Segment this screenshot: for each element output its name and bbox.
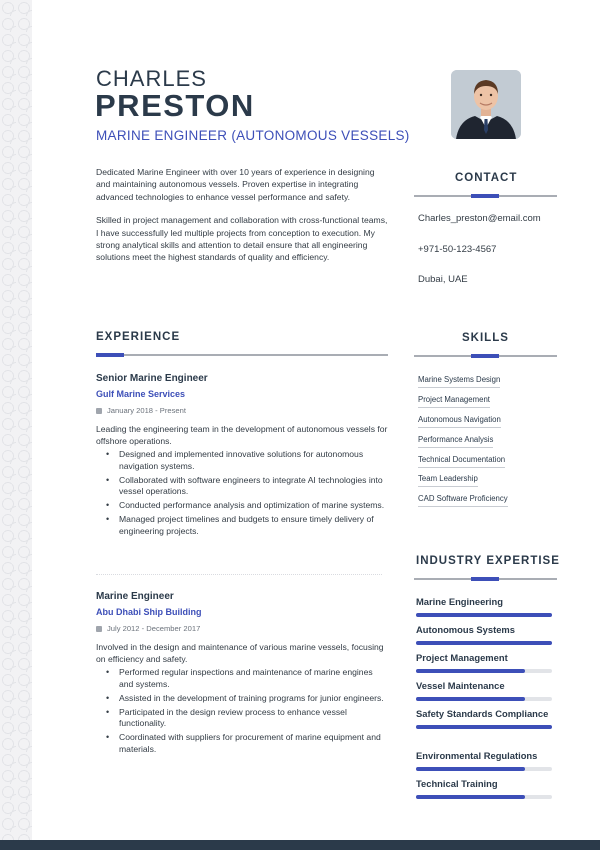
expertise-item <box>416 778 552 799</box>
expertise-label: Vessel Maintenance <box>416 680 505 691</box>
job-bullet: • Performed regular inspections and maintenance of marine engines and systems. <box>96 667 388 690</box>
skills-heading: SKILLS <box>462 332 509 344</box>
expertise-item <box>416 680 552 701</box>
job-title: MARINE ENGINEER (AUTONOMOUS VESSELS) <box>96 128 410 143</box>
experience-accent <box>96 353 124 357</box>
job-dates-text: July 2012 - December 2017 <box>107 624 201 633</box>
experience-separator <box>96 574 382 575</box>
expertise-label: Autonomous Systems <box>416 624 515 635</box>
expertise-heading: INDUSTRY EXPERTISE <box>416 555 560 567</box>
summary-paragraph: Dedicated Marine Engineer with over 10 years of experience in designing and maintaining autonomous vessels. Proven expertise in integrating advanced technologies to enhance vessel performance and safety. <box>96 167 375 202</box>
expertise-item <box>416 624 552 645</box>
contact-email[interactable]: Charles_preston@email.com <box>418 213 541 224</box>
expertise-accent <box>471 577 499 581</box>
last-name: PRESTON <box>95 88 255 123</box>
expertise-label: Marine Engineering <box>416 596 503 607</box>
expertise-bar-fill <box>416 641 552 645</box>
profile-photo <box>451 70 521 139</box>
job-bullet: • Conducted performance analysis and optimization of marine systems. <box>96 500 388 512</box>
expertise-label: Project Management <box>416 652 508 663</box>
job-bullet: • Participated in the design review process to enhance vessel functionality. <box>96 707 388 730</box>
expertise-bar-track <box>416 795 552 799</box>
job-dates <box>96 624 388 633</box>
expertise-bar-fill <box>416 795 525 799</box>
calendar-icon <box>96 408 102 414</box>
footer-bar <box>0 840 600 850</box>
experience-heading: EXPERIENCE <box>96 331 181 343</box>
expertise-bar-track <box>416 669 552 673</box>
job-bullet: • Coordinated with suppliers for procurement of marine equipment and materials. <box>96 732 388 755</box>
experience-entry <box>96 591 388 758</box>
experience-entry <box>96 373 388 540</box>
skill-item: Marine Systems Design <box>418 375 500 388</box>
skill-item: Technical Documentation <box>418 455 505 468</box>
job-bullet: • Designed and implemented innovative solutions for autonomous navigation systems. <box>96 449 388 472</box>
expertise-bar-track <box>416 613 552 617</box>
experience-divider <box>96 354 388 356</box>
skills-accent <box>471 354 499 358</box>
expertise-bar-track <box>416 725 552 729</box>
job-bullet: • Collaborated with software engineers to integrate AI technologies into vessel operations. <box>96 475 388 498</box>
skill-item: Performance Analysis <box>418 435 493 448</box>
expertise-item <box>416 596 552 617</box>
expertise-bar-fill <box>416 767 525 771</box>
job-company: Abu Dhabi Ship Building <box>96 607 202 617</box>
contact-heading: CONTACT <box>455 172 518 184</box>
expertise-bar-track <box>416 767 552 771</box>
job-bullet: • Assisted in the development of training programs for junior engineers. <box>96 693 388 705</box>
expertise-item <box>416 652 552 673</box>
job-dates-text: January 2018 - Present <box>107 406 186 415</box>
job-bullet: • Managed project timelines and budgets to ensure timely delivery of engineering projects. <box>96 514 388 537</box>
expertise-bar-fill <box>416 725 552 729</box>
contact-accent <box>471 194 499 198</box>
expertise-bar-track <box>416 697 552 701</box>
job-role: Marine Engineer <box>96 591 174 602</box>
expertise-bar-fill <box>416 669 525 673</box>
job-description: Leading the engineering team in the development of autonomous vessels for offshore operations. <box>96 424 388 446</box>
decorative-pattern-strip <box>0 0 32 840</box>
summary-paragraph: Skilled in project management and collaboration with cross-functional teams, I have successfully led multiple projects from conception to execution. My strong analytical skills and attention to detail ensure that all engineering solutions meet the highest standards of quality and efficiency. <box>96 215 388 263</box>
expertise-label: Safety Standards Compliance <box>416 708 549 719</box>
profile-summary <box>96 166 388 275</box>
job-description: Involved in the design and maintenance of various marine vessels, focusing on efficiency and safety. <box>96 642 384 664</box>
job-role: Senior Marine Engineer <box>96 373 208 384</box>
expertise-item <box>416 708 552 729</box>
calendar-icon <box>96 626 102 632</box>
expertise-bar-track <box>416 641 552 645</box>
job-dates <box>96 406 388 415</box>
skill-item: Team Leadership <box>418 474 478 487</box>
contact-phone[interactable]: +971-50-123-4567 <box>418 244 497 255</box>
first-name: CHARLES <box>96 66 207 91</box>
job-company: Gulf Marine Services <box>96 389 186 399</box>
expertise-label: Technical Training <box>416 778 498 789</box>
contact-location: Dubai, UAE <box>418 274 468 285</box>
expertise-label: Environmental Regulations <box>416 750 538 761</box>
expertise-item <box>416 750 552 771</box>
job-bullets <box>96 449 388 537</box>
expertise-bar-fill <box>416 613 552 617</box>
skill-item: Autonomous Navigation <box>418 415 501 428</box>
expertise-bar-fill <box>416 697 525 701</box>
job-bullets <box>96 667 388 755</box>
skill-item: Project Management <box>418 395 490 408</box>
skill-item: CAD Software Proficiency <box>418 494 508 507</box>
